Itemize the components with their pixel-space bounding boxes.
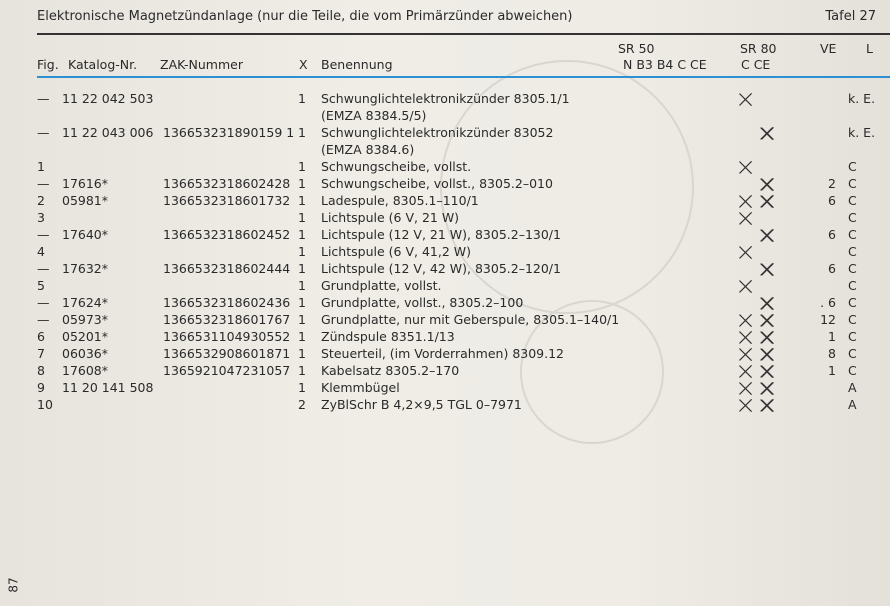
table-row: [0, 176, 890, 193]
row-qty: 1: [298, 329, 306, 344]
applicability-mark-sr80: [738, 279, 753, 294]
applicability-mark-sr80: [738, 364, 753, 379]
header-rule: [37, 76, 890, 78]
row-fig: 4: [37, 244, 45, 259]
applicability-mark-sr80: [760, 194, 775, 209]
applicability-mark-sr80: [738, 330, 753, 345]
table-row: [0, 363, 890, 380]
row-ve: 6: [828, 193, 836, 208]
applicability-mark-sr80: [738, 160, 753, 175]
header-sr50: SR 50: [618, 41, 655, 56]
row-ve: 1: [828, 329, 836, 344]
row-fig: 6: [37, 329, 45, 344]
row-ve: 1: [828, 363, 836, 378]
applicability-mark-sr80: [760, 296, 775, 311]
table-row: [0, 380, 890, 397]
table-row: [0, 108, 890, 125]
table-row: [0, 278, 890, 295]
row-benennung: Lichtspule (12 V, 21 W), 8305.2–130/1: [321, 227, 561, 242]
row-katalog: 05201*: [62, 329, 109, 344]
row-qty: 1: [298, 380, 306, 395]
row-katalog: 17640*: [62, 227, 109, 242]
row-katalog: 05981*: [62, 193, 109, 208]
applicability-mark-sr80: [760, 262, 775, 277]
row-fig: 9: [37, 380, 45, 395]
applicability-mark-sr80: [760, 381, 775, 396]
applicability-mark-sr80: [760, 347, 775, 362]
row-qty: 1: [298, 278, 306, 293]
row-qty: 1: [298, 312, 306, 327]
row-fig: —: [37, 295, 50, 310]
row-fig: —: [37, 125, 50, 140]
row-ve: 6: [828, 227, 836, 242]
table-row: [0, 125, 890, 142]
row-benennung: Schwungscheibe, vollst.: [321, 159, 472, 174]
row-fig: —: [37, 91, 50, 106]
plate-number: Tafel 27: [825, 9, 876, 24]
applicability-mark-sr80: [738, 245, 753, 260]
row-benennung: Schwunglichtelektronikzünder 83052: [321, 125, 554, 140]
row-benennung: Grundplatte, vollst., 8305.2–100: [321, 295, 524, 310]
row-zak: 1366532318602436: [163, 295, 291, 310]
row-l: C: [848, 295, 857, 310]
row-qty: 2: [298, 397, 306, 412]
table-row: [0, 91, 890, 108]
row-fig: —: [37, 261, 50, 276]
applicability-mark-sr80: [760, 126, 775, 141]
table-row: [0, 193, 890, 210]
row-benennung: Zündspule 8351.1/13: [321, 329, 455, 344]
row-l: k. E.: [848, 125, 876, 140]
header-l: L: [866, 41, 873, 56]
row-katalog: 17608*: [62, 363, 109, 378]
applicability-mark-sr80: [738, 92, 753, 107]
row-benennung: ZyBlSchr B 4,2×9,5 TGL 0–7971: [321, 397, 522, 412]
row-l: C: [848, 346, 857, 361]
row-benennung: Lichtspule (6 V, 41,2 W): [321, 244, 471, 259]
row-l: C: [848, 210, 857, 225]
table-row: [0, 295, 890, 312]
row-zak: 1366532318601732: [163, 193, 291, 208]
applicability-mark-sr80: [738, 211, 753, 226]
table-row: [0, 244, 890, 261]
row-l: k. E.: [848, 91, 876, 106]
applicability-mark-sr80: [738, 194, 753, 209]
row-benennung: Klemmbügel: [321, 380, 400, 395]
row-katalog: 11 22 043 006: [62, 125, 154, 140]
row-fig: 2: [37, 193, 45, 208]
table-row: [0, 261, 890, 278]
row-qty: 1: [298, 125, 306, 140]
row-l: C: [848, 159, 857, 174]
table-row: [0, 312, 890, 329]
row-ve: 2: [828, 176, 836, 191]
header-zak: ZAK-Nummer: [160, 57, 243, 72]
row-qty: 1: [298, 261, 306, 276]
row-benennung: Schwunglichtelektronikzünder 8305.1/1: [321, 91, 570, 106]
row-fig: 7: [37, 346, 45, 361]
applicability-mark-sr80: [760, 177, 775, 192]
row-qty: 1: [298, 193, 306, 208]
row-qty: 1: [298, 91, 306, 106]
row-zak: 1366532318602452: [163, 227, 291, 242]
row-l: C: [848, 261, 857, 276]
row-l: C: [848, 363, 857, 378]
row-benennung: Steuerteil, (im Vorderrahmen) 8309.12: [321, 346, 565, 361]
row-katalog: 17632*: [62, 261, 109, 276]
row-fig: 5: [37, 278, 45, 293]
row-qty: 1: [298, 244, 306, 259]
applicability-mark-sr80: [738, 398, 753, 413]
header-sr80-sub: C CE: [741, 57, 771, 72]
header-sr80: SR 80: [740, 41, 777, 56]
row-l: A: [848, 380, 857, 395]
row-katalog: 11 20 141 508: [62, 380, 154, 395]
row-benennung: (EMZA 8384.6): [321, 142, 415, 157]
row-qty: 1: [298, 363, 306, 378]
row-ve: 12: [820, 312, 836, 327]
header-fig: Fig.: [37, 57, 59, 72]
page-number: 87: [6, 577, 21, 593]
table-row: [0, 346, 890, 363]
applicability-mark-sr80: [760, 330, 775, 345]
row-ve: 8: [828, 346, 836, 361]
row-l: C: [848, 244, 857, 259]
header-katalog: Katalog-Nr.: [68, 57, 138, 72]
page-title: Elektronische Magnetzündanlage (nur die Teile, die vom Primärzünder abweichen): [37, 9, 573, 24]
row-benennung: Ladespule, 8305.1–110/1: [321, 193, 479, 208]
row-fig: —: [37, 176, 50, 191]
applicability-mark-sr80: [738, 313, 753, 328]
row-benennung: (EMZA 8384.5/5): [321, 108, 427, 123]
row-qty: 1: [298, 295, 306, 310]
row-zak: 1366532318601767: [163, 312, 291, 327]
row-benennung: Schwungscheibe, vollst., 8305.2–010: [321, 176, 553, 191]
applicability-mark-sr80: [760, 398, 775, 413]
row-benennung: Lichtspule (6 V, 21 W): [321, 210, 460, 225]
row-zak: 1365921047231057: [163, 363, 291, 378]
row-zak: 136653231890159 1: [163, 125, 295, 140]
row-l: C: [848, 278, 857, 293]
table-row: [0, 397, 890, 414]
row-benennung: Lichtspule (12 V, 42 W), 8305.2–120/1: [321, 261, 561, 276]
row-katalog: 06036*: [62, 346, 109, 361]
row-qty: 1: [298, 159, 306, 174]
row-fig: —: [37, 312, 50, 327]
row-fig: 8: [37, 363, 45, 378]
row-l: C: [848, 193, 857, 208]
row-l: C: [848, 312, 857, 327]
row-zak: 1366532318602444: [163, 261, 291, 276]
row-fig: —: [37, 227, 50, 242]
row-qty: 1: [298, 176, 306, 191]
row-qty: 1: [298, 210, 306, 225]
table-row: [0, 210, 890, 227]
row-katalog: 05973*: [62, 312, 109, 327]
header-benennung: Benennung: [321, 57, 393, 72]
row-katalog: 17616*: [62, 176, 109, 191]
table-row: [0, 159, 890, 176]
row-ve: 6: [828, 261, 836, 276]
applicability-mark-sr80: [738, 347, 753, 362]
applicability-mark-sr80: [738, 381, 753, 396]
header-x: X: [299, 57, 308, 72]
row-katalog: 11 22 042 503: [62, 91, 154, 106]
row-ve: . 6: [820, 295, 836, 310]
header-ve: VE: [820, 41, 837, 56]
row-l: A: [848, 397, 857, 412]
row-l: C: [848, 227, 857, 242]
row-fig: 10: [37, 397, 53, 412]
row-zak: 1366531104930552: [163, 329, 291, 344]
applicability-mark-sr80: [760, 228, 775, 243]
table-row: [0, 227, 890, 244]
row-benennung: Grundplatte, vollst.: [321, 278, 442, 293]
header-sr50-sub: N B3 B4 C CE: [623, 57, 707, 72]
row-zak: 1366532908601871: [163, 346, 291, 361]
row-qty: 1: [298, 227, 306, 242]
title-rule: [37, 33, 890, 35]
row-qty: 1: [298, 346, 306, 361]
applicability-mark-sr80: [760, 364, 775, 379]
row-l: C: [848, 176, 857, 191]
row-benennung: Kabelsatz 8305.2–170: [321, 363, 460, 378]
row-fig: 1: [37, 159, 45, 174]
row-l: C: [848, 329, 857, 344]
table-row: [0, 329, 890, 346]
applicability-mark-sr80: [760, 313, 775, 328]
table-row: [0, 142, 890, 159]
row-zak: 1366532318602428: [163, 176, 291, 191]
row-fig: 3: [37, 210, 45, 225]
row-benennung: Grundplatte, nur mit Geberspule, 8305.1–140/1: [321, 312, 620, 327]
row-katalog: 17624*: [62, 295, 109, 310]
